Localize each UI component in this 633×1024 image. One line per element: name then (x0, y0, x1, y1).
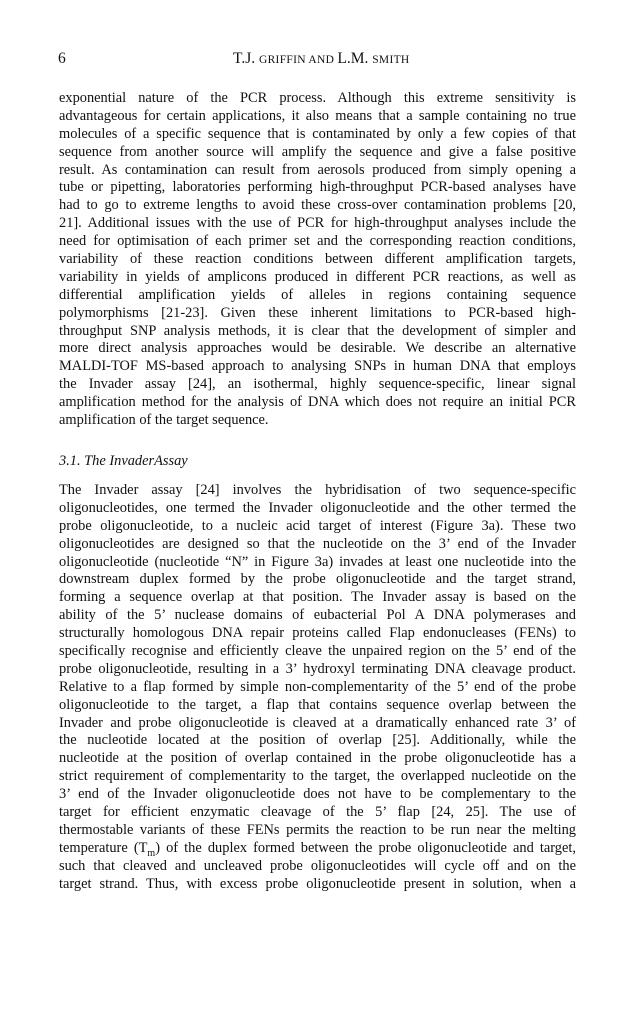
author-2-initials: L.M. (337, 50, 373, 67)
text-line: The Invader assay [24] involves the hybridisation of two sequence-specific (59, 482, 576, 498)
text-line: MALDI-TOF MS-based approach to analysing SNPs in human DNA that employs (59, 358, 576, 375)
text-line: variability in yields of amplicons produced in different PCR reactions, as well as (59, 268, 576, 285)
text-line: throughput SNP analysis methods, it is clear that the development of simpler and (59, 322, 576, 339)
text-line: tube or pipetting, laboratories performing high-throughput PCR-based analyses have (59, 179, 576, 196)
paragraph-2 (59, 482, 576, 893)
author-1-surname: GRIFFIN (258, 54, 306, 66)
text-line: need for optimisation of each primer set and the corresponding reaction conditions, (59, 233, 576, 250)
text-line: variability of these reaction conditions between different amplification targets, (59, 251, 576, 268)
text-line: advantageous for certain applications, it also means that a sample containing no true (59, 107, 576, 124)
text-line: 3’ end of the Invader oligonucleotide does not have to be complementary to the (59, 786, 576, 803)
text-line: probe oligonucleotide, to a nucleic acid target of interest (Figure 3a). These two (59, 517, 576, 534)
tm-subscript: m (147, 847, 156, 859)
text-line: forming a sequence overlap at that position. The Invader assay is based on the (59, 589, 576, 606)
text-line: result. As contamination can result from aerosols produced from simply opening a (59, 161, 576, 178)
text-line: oligonucleotide to the target, a flap that contains sequence overlap between the (59, 696, 576, 713)
text-line: Invader and probe oligonucleotide is cleaved at a dramatically enhanced rate 3’ of (59, 714, 576, 731)
text-line: amplification of the target sequence. (59, 412, 269, 429)
text-line: probe oligonucleotide, resulting in a 3’ hydroxyl terminating DNA cleavage product. (59, 660, 576, 677)
text-line: 21]. Additional issues with the use of PCR for high-throughput analyses include the (59, 215, 576, 232)
text-line: molecules of a specific sequence that is contaminated by only a few copies of that (59, 125, 576, 142)
text-line: such that cleaved and uncleaved probe oligonucleotides will cycle off and on the (59, 857, 576, 874)
author-2-surname: SMITH (372, 54, 410, 66)
text-line: thermostable variants of these FENs permits the reaction to be run near the melting (59, 821, 576, 838)
text-line: nucleotide at the position of overlap contained in the probe oligonucleotide has a (59, 750, 576, 767)
text-line: exponential nature of the PCR process. Although this extreme sensitivity is (59, 90, 576, 106)
text-line: sequence from another source will amplify the sequence and give a false positive (59, 143, 576, 160)
text-line: the nucleotide located at the position of overlap [25]. Additionally, while the (59, 732, 576, 749)
tm-before: temperature (T (59, 839, 148, 856)
author-conjunction: AND (305, 54, 338, 66)
author-1-initials: T.J. (233, 50, 259, 67)
text-line: target for efficient enzymatic cleavage of the 5’ flap [24, 25]. The use of (59, 804, 576, 821)
page-header (58, 50, 578, 70)
text-line: the Invader assay [24], an isothermal, highly sequence-specific, linear signal (59, 376, 576, 393)
text-line: polymorphisms [21-23]. Given these inherent limitations to PCR-based high- (59, 304, 576, 321)
tm-after: ) of the duplex formed between the probe oligonucleotide and target, (155, 839, 576, 856)
section-heading: 3.1. The InvaderAssay (59, 453, 188, 469)
text-line: Relative to a flap formed by simple non-complementarity of the 5’ end of the probe (59, 678, 576, 695)
text-line: ability of the 5’ nuclease domains of eubacterial Pol A DNA polymerases and (59, 607, 576, 624)
text-line: structurally homologous DNA repair proteins called Flap endonucleases (FENs) to (59, 625, 576, 642)
text-line: strict requirement of complementarity to the target, the overlapped nucleotide on the (59, 768, 576, 785)
text-line: target strand. Thus, with excess probe oligonucleotide present in solution, when a (59, 875, 576, 892)
running-head (233, 50, 410, 68)
text-line: more direct analysis approaches would be desirable. We describe an alternative (59, 340, 576, 357)
text-line-melting-temperature (59, 840, 576, 858)
text-line: downstream duplex formed by the probe oligonucleotide and the target strand, (59, 571, 576, 588)
page-number: 6 (58, 50, 66, 67)
text-line: specifically recognise and efficiently cleave the unpaired region on the 5’ end of the (59, 643, 576, 660)
text-line: oligonucleotides are designed so that the nucleotide on the 3’ end of the Invader (59, 535, 576, 552)
text-line: oligonucleotides, one termed the Invader oligonucleotide and the other termed the (59, 499, 576, 516)
text-line: amplification method for the analysis of DNA which does not require an initial PCR (59, 394, 576, 411)
text-line: had to go to extreme lengths to avoid these cross-over contamination problems [20, (59, 197, 576, 214)
text-line: differential amplification yields of alleles in regions containing sequence (59, 286, 576, 303)
text-line: oligonucleotide (nucleotide “N” in Figure 3a) invades at least one nucleotide into the (59, 553, 576, 570)
paragraph-1 (59, 90, 576, 430)
